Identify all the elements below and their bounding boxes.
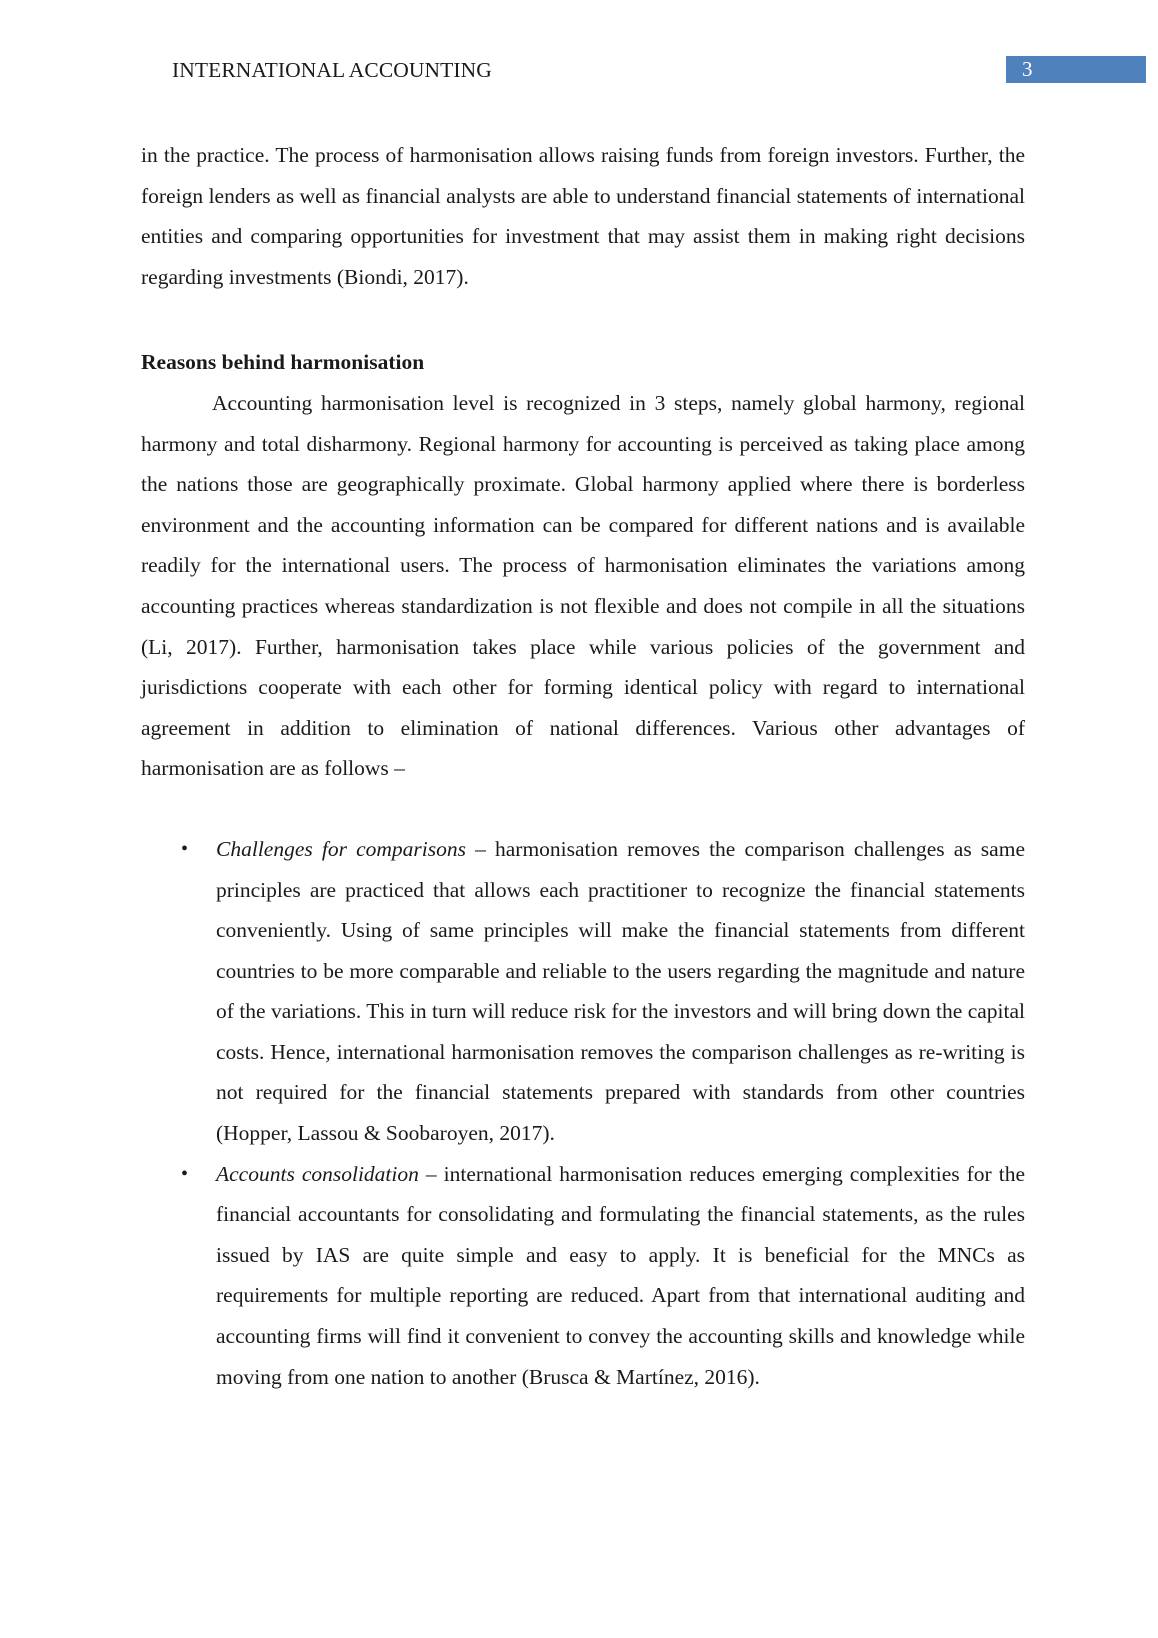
bullet-icon: • bbox=[181, 1162, 189, 1185]
document-body bbox=[141, 135, 1025, 1397]
page-number-badge: 3 bbox=[1006, 56, 1146, 83]
running-head-title: INTERNATIONAL ACCOUNTING bbox=[172, 58, 492, 82]
bullet-icon: • bbox=[181, 837, 189, 860]
section-heading: Reasons behind harmonisation bbox=[141, 350, 425, 375]
list-item-text: – harmonisation removes the comparison challenges as same principles are practiced that allows each practitioner to recognize the financial statements conveniently. Using of same principles will make the financial statements from different countries to be more comparable and reliable to the users regarding the magnitude and nature of the variations. This in turn will reduce risk for the investors and will bring down the capital costs. Hence, international harmonisation removes the comparison challenges as re-writing is not required for the financial statements prepared with standards from other countries (Hopper, Lassou & Soobaroyen, 2017). bbox=[216, 836, 1025, 1146]
list-item-title: Challenges for comparisons bbox=[216, 836, 466, 861]
advantages-list bbox=[141, 829, 1025, 1397]
paragraph-continuation: in the practice. The process of harmonisation allows raising funds from foreign investors. Further, the foreign lenders as well as financial analysts are able to understand financial statements of international entities and comparing opportunities for investment that may assist them in making right decisions regarding investments (Biondi, 2017). bbox=[141, 143, 1025, 289]
paragraph-reasons: Accounting harmonisation level is recognized in 3 steps, namely global harmony, regional harmony and total disharmony. Regional harmony for accounting is perceived as taking place among the nations those are geographically proximate. Global harmony applied where there is borderless environment and the accounting information can be compared for different nations and is available readily for the international users. The process of harmonisation eliminates the variations among accounting practices whereas standardization is not flexible and does not compile in all the situations (Li, 2017). Further, harmonisation takes place while various policies of the government and jurisdictions cooperate with each other for forming identical policy with regard to international agreement in addition to elimination of national differences. Various other advantages of harmonisation are as follows – bbox=[141, 390, 1025, 781]
list-item bbox=[141, 1154, 1025, 1398]
list-item-title: Accounts consolidation bbox=[216, 1161, 419, 1186]
list-item-text: – international harmonisation reduces emerging complexities for the financial accountants for consolidating and formulating the financial statements, as the rules issued by IAS are quite simple and easy to apply. It is beneficial for the MNCs as requirements for multiple reporting are reduced. Apart from that international auditing and accounting firms will find it convenient to convey the accounting skills and knowledge while moving from one nation to another (Brusca & Martínez, 2016). bbox=[216, 1161, 1025, 1389]
list-item bbox=[141, 829, 1025, 1154]
